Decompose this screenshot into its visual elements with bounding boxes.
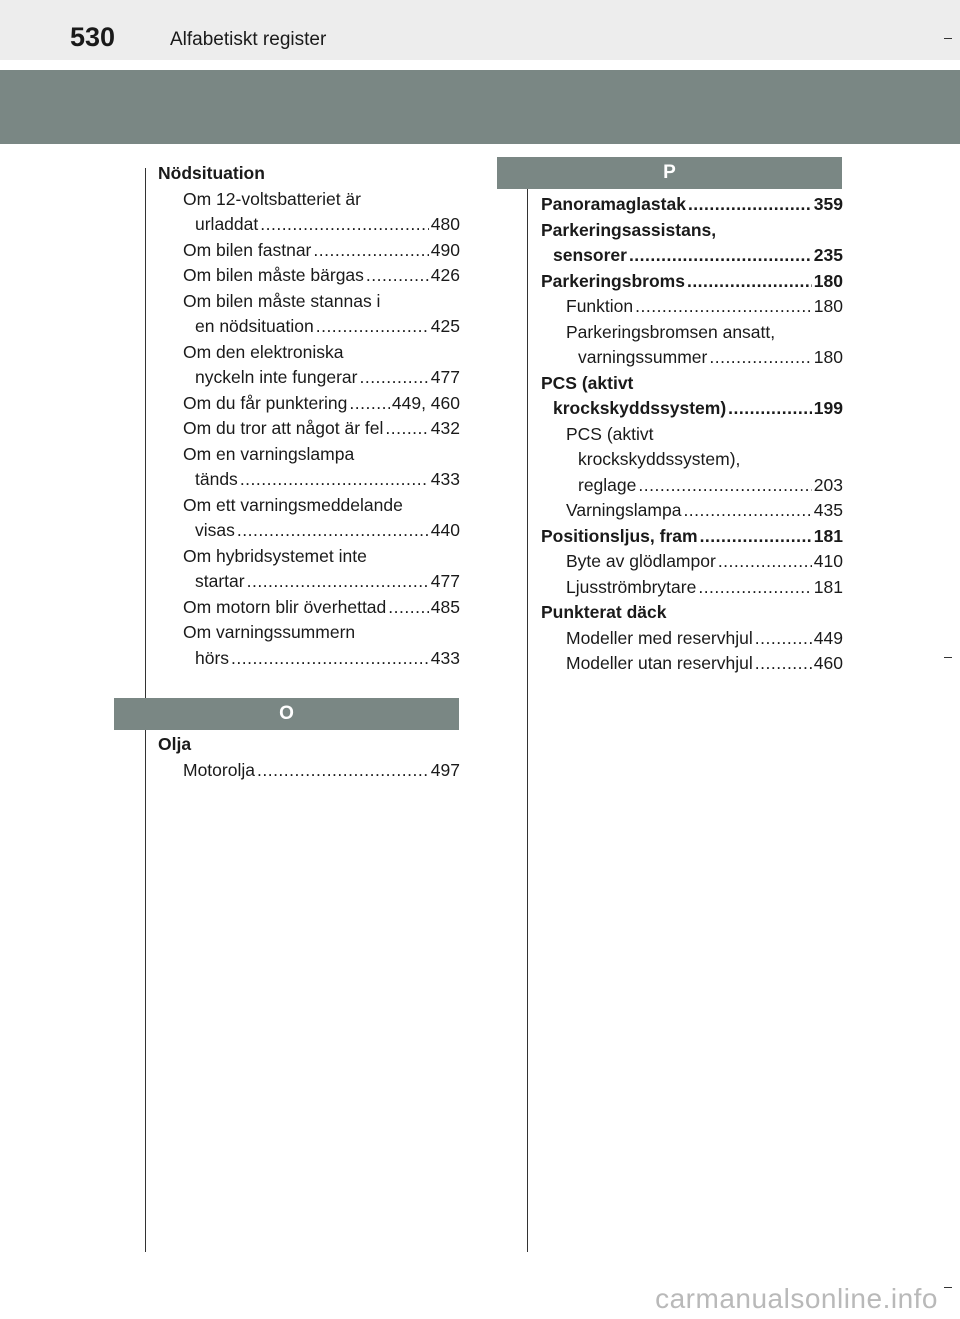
page-title: Alfabetiskt register: [170, 29, 327, 50]
index-subentry: [541, 345, 843, 371]
entry-label: Positionsljus, fram: [541, 525, 698, 546]
entry-label: tänds: [195, 469, 238, 489]
page-ref[interactable]: 460: [813, 653, 843, 673]
index-subentry: Om en varningslampa: [183, 443, 355, 464]
index-subentry: [158, 314, 460, 340]
entry-label: Panoramaglastak: [541, 194, 686, 214]
entry-label: Funktion: [566, 296, 634, 316]
index-subentry: [541, 549, 843, 575]
page-ref[interactable]: 485: [430, 596, 460, 617]
index-subentry: [158, 595, 460, 621]
index-subentry: Om 12-voltsbatteriet är: [183, 188, 361, 209]
entry-label: Ljusströmbrytare: [566, 576, 697, 597]
entry-label: krockskyddssystem): [553, 398, 727, 418]
page-ref[interactable]: 180: [813, 270, 843, 291]
page-ref[interactable]: 180: [813, 347, 843, 367]
watermark: carmanualsonline.info: [655, 1283, 938, 1314]
page-ref[interactable]: 449, 460: [391, 392, 460, 413]
page-ref[interactable]: 449: [813, 627, 843, 648]
entry-label: Om bilen fastnar: [183, 239, 312, 260]
entry-label: varningssummer: [578, 347, 708, 367]
page-ref[interactable]: 203: [813, 474, 843, 495]
crop-mark: [944, 1287, 952, 1288]
page-ref[interactable]: 181: [813, 576, 843, 597]
entry-label: Varningslampa: [566, 500, 682, 520]
entry-label: visas: [195, 520, 235, 540]
entry-label: Parkeringsbroms: [541, 270, 685, 291]
index-subentry: [541, 498, 843, 524]
crop-mark: [944, 657, 952, 658]
entry-label: Byte av glödlampor: [566, 551, 716, 571]
entry-label: urladdat: [195, 214, 259, 234]
page-ref[interactable]: 432: [430, 418, 460, 438]
index-subentry: [158, 416, 460, 442]
page-ref[interactable]: 477: [430, 571, 460, 591]
entry-label: reglage: [578, 474, 637, 495]
index-column-right: [541, 192, 843, 677]
index-term: Olja: [158, 734, 192, 754]
index-subentry: [158, 646, 460, 672]
page-ref[interactable]: 426: [430, 265, 460, 285]
entry-label: Om bilen måste bärgas: [183, 265, 364, 285]
section-letter-o: O: [114, 698, 459, 730]
page-ref[interactable]: 425: [430, 316, 460, 336]
index-term: Punkterat däck: [541, 602, 667, 622]
index-subentry: Om hybridsystemet inte: [183, 545, 367, 566]
page-ref[interactable]: 480: [430, 214, 460, 234]
page-ref[interactable]: 410: [813, 551, 843, 571]
page-ref[interactable]: 477: [430, 367, 460, 387]
entry-label: Motorolja: [183, 759, 255, 780]
index-subentry: [158, 467, 460, 493]
index-subentry: [158, 758, 460, 784]
entry-label: Om motorn blir överhettad: [183, 596, 387, 617]
index-subentry: krockskyddssystem),: [578, 449, 741, 469]
index-term: Nödsituation: [158, 163, 265, 183]
index-subentry: PCS (aktivt: [566, 423, 654, 444]
entry-label: Modeller utan reservhjul: [566, 653, 753, 673]
index-term: [541, 192, 843, 218]
page-ref[interactable]: 433: [430, 647, 460, 668]
index-term: [541, 269, 843, 295]
index-subentry: [158, 365, 460, 391]
index-column-left: [158, 161, 460, 671]
header-band: [0, 70, 960, 144]
index-subentry: Om varningssummern: [183, 622, 356, 642]
entry-label: en nödsituation: [195, 316, 314, 336]
index-term: [541, 243, 843, 269]
index-term: [541, 524, 843, 550]
index-subentry: [541, 626, 843, 652]
header-bar: [0, 0, 960, 60]
entry-label: startar: [195, 571, 245, 591]
index-subentry: Om den elektroniska: [183, 341, 344, 362]
crop-mark: [944, 38, 952, 39]
index-subentry: [541, 294, 843, 320]
page-number: 530: [70, 22, 116, 52]
index-subentry: [158, 238, 460, 264]
page-ref[interactable]: 199: [813, 398, 843, 418]
index-subentry: [541, 651, 843, 677]
page-ref[interactable]: 490: [430, 239, 460, 260]
entry-label: hörs: [195, 647, 230, 668]
index-term: PCS (aktivt: [541, 372, 634, 393]
index-subentry: Om ett varningsmeddelande: [183, 494, 403, 515]
entry-label: nyckeln inte fungerar: [195, 367, 358, 387]
column-divider-right: [527, 168, 528, 1252]
index-subentry: [541, 473, 843, 499]
entry-label: sensorer: [553, 245, 627, 265]
page-ref[interactable]: 433: [430, 469, 460, 489]
page-ref[interactable]: 235: [813, 245, 843, 265]
index-subentry: Parkeringsbromsen ansatt,: [566, 321, 776, 342]
index-column-left-o: [158, 732, 460, 783]
section-letter-p: P: [497, 157, 842, 189]
index-subentry: [541, 575, 843, 601]
index-subentry: [158, 518, 460, 544]
index-term: Parkeringsassistans,: [541, 219, 717, 240]
index-subentry: [158, 569, 460, 595]
index-subentry: Om bilen måste stannas i: [183, 290, 381, 311]
page-ref[interactable]: 497: [430, 759, 460, 780]
index-term: [541, 396, 843, 422]
index-subentry: [158, 263, 460, 289]
entry-label: Om du tror att något är fel: [183, 418, 384, 438]
page-ref[interactable]: 435: [813, 500, 843, 520]
page-ref[interactable]: 359: [813, 194, 843, 214]
page-ref[interactable]: 181: [813, 525, 843, 546]
index-subentry: [158, 212, 460, 238]
entry-label: Modeller med reservhjul: [566, 627, 753, 648]
page-ref[interactable]: 440: [430, 520, 460, 540]
page-ref[interactable]: 180: [813, 296, 843, 316]
index-subentry: [158, 391, 460, 417]
entry-label: Om du får punktering: [183, 392, 348, 413]
